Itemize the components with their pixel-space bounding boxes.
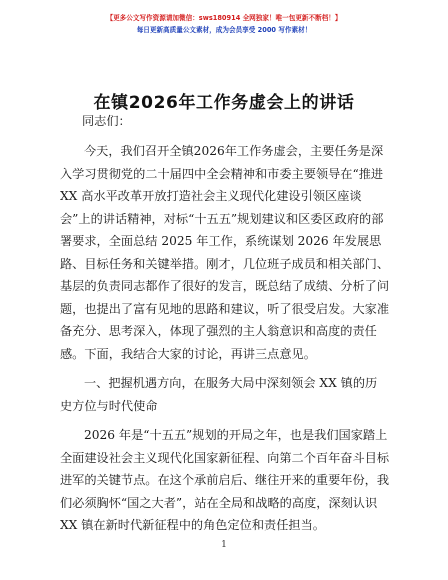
- body-line: 路、目标任务和关键举措。刚才，几位班子成员和相关部门、: [60, 257, 390, 271]
- body-line: 题，也提出了富有见地的思路和建议，听了很受启发。大家准: [60, 302, 390, 316]
- body-line: 感。下面，我结合大家的讨论，再讲三点意见。: [60, 347, 316, 361]
- document-title: 在镇2026年工作务虚会上的讲话: [93, 93, 355, 113]
- body-line: 全面建设社会主义现代化国家新征程、向第二个百年奋斗目标: [60, 451, 390, 465]
- page-number: 1: [221, 540, 227, 550]
- body-line: 基层的负责同志都作了很好的发言，既总结了成绩、分析了问: [60, 279, 390, 293]
- body-line: 署要求，全面总结 2025 年工作，系统谋划 2026 年发展思: [60, 234, 382, 248]
- promo-banner-line-2: 每日更新高质量公文素材，成为会员享受 2000 写作素材！: [136, 26, 312, 34]
- salutation: 同志们：: [82, 114, 131, 128]
- body-line: 2026 年是“十五五”规划的开局之年，也是我们国家踏上: [84, 428, 388, 442]
- body-line: 们必须胸怀“国之大者”，站在全局和战略的高度，深刻认识: [60, 496, 378, 510]
- body-line: 入学习贯彻党的二十届四中全会精神和市委主要领导在“推进: [60, 167, 384, 181]
- body-line: 会”上的讲话精神，对标“十五五”规划建议和区委区政府的部: [60, 212, 384, 226]
- section-heading-1: 一、把握机遇方向，在服务大局中深刻领会 XX 镇的历: [84, 376, 378, 390]
- section-heading-1-cont: 史方位与时代使命: [60, 399, 158, 413]
- promo-banner-line-1: 【更多公文写作资源请加微信：sws180914 全网独家！唯一包更新不断档！】: [106, 14, 342, 22]
- body-line: 今天，我们召开全镇2026年工作务虚会，主要任务是深: [84, 144, 384, 158]
- body-line: XX 镇在新时代新征程中的角色定位和责任担当。: [60, 518, 325, 532]
- body-line: XX 高水平改革开放打造社会主义现代化建设引领区座谈: [60, 189, 362, 203]
- body-line: 备充分、思考深入，体现了强烈的主人翁意识和高度的责任: [60, 324, 377, 338]
- body-line: 进军的关键节点。在这个承前启后、继往开来的重要年份，我: [60, 473, 390, 487]
